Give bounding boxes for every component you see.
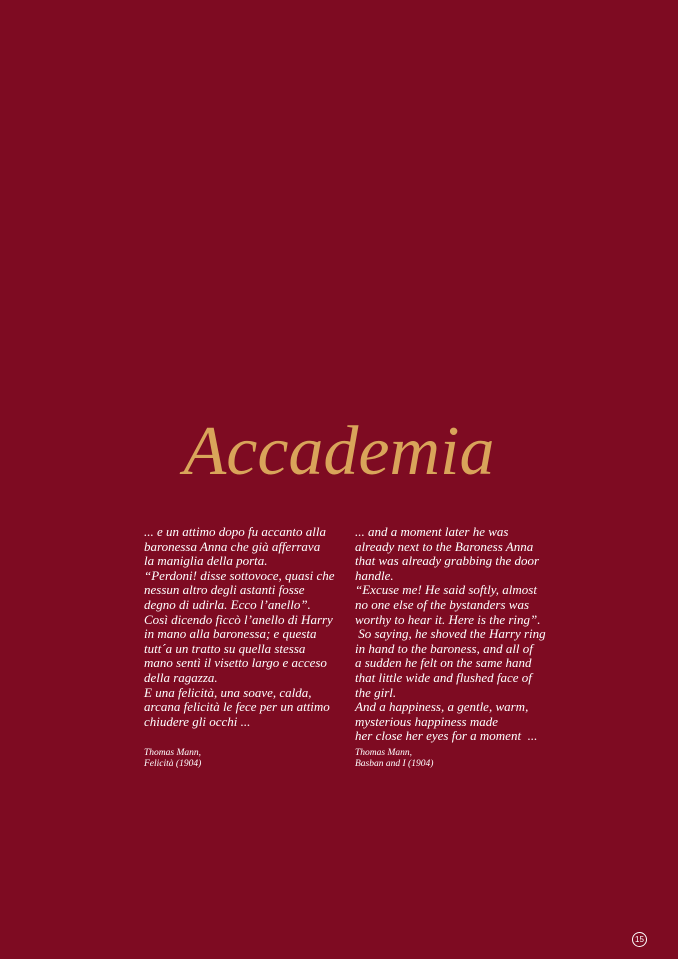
page-title: Accademia [183,413,495,490]
text-line: della ragazza. [144,669,218,685]
text-line: “Excuse me! He said softly, almost [355,582,537,598]
text-line: no one else of the bystanders was [355,596,530,612]
text-line: worthy to hear it. Here is the ring”. [355,611,541,627]
text-line: mysterious happiness made [355,713,498,729]
text-line: that was already grabbing the door [355,553,540,569]
text-line: “Perdoni! disse sottovoce, quasi che [144,567,335,583]
italian-attribution [144,748,201,770]
text-line: the girl. [355,684,397,700]
text-line: tutt´a un tratto su quella stessa [144,640,306,656]
attribution-work: Felicità (1904) [144,759,202,769]
page-number: 15 [632,932,647,947]
text-line: in hand to the baroness, and all of [355,640,533,656]
text-line: in mano alla baronessa; e questa [144,626,317,642]
text-line: mano sentì il visetto largo e acceso [144,655,327,671]
text-line: And a happiness, a gentle, warm, [355,699,529,715]
text-line: So saying, he shoved the Harry ring [355,626,546,642]
text-line: handle. [355,567,394,583]
attribution-author: Thomas Mann, [355,748,413,758]
text-line: degno di udirla. Ecco l’anello”. [144,596,311,612]
english-attribution [355,748,433,770]
text-line: la maniglia della porta. [144,553,268,569]
english-text-column [355,525,555,744]
attribution-author: Thomas Mann, [144,748,202,758]
text-line: that little wide and flushed face of [355,669,532,685]
text-line: E una felicità, una soave, calda, [144,684,312,700]
text-line: her close her eyes for a moment ... [355,728,538,744]
text-line: Così dicendo ficcò l’anello di Harry [144,611,333,627]
text-line: nessun altro degli astanti fosse [144,582,305,598]
attribution-work: Basban and I (1904) [355,759,434,769]
text-line: arcana felicità le fece per un attimo [144,699,330,715]
text-line: ... e un attimo dopo fu accanto alla [144,524,326,539]
text-line: already next to the Baroness Anna [355,538,534,554]
text-line: chiudere gli occhi ... [144,713,251,729]
text-line: a sudden he felt on the same hand [355,655,532,671]
text-line: baronessa Anna che già afferrava [144,538,321,554]
italian-text-column [144,525,344,729]
text-line: ... and a moment later he was [355,524,509,539]
